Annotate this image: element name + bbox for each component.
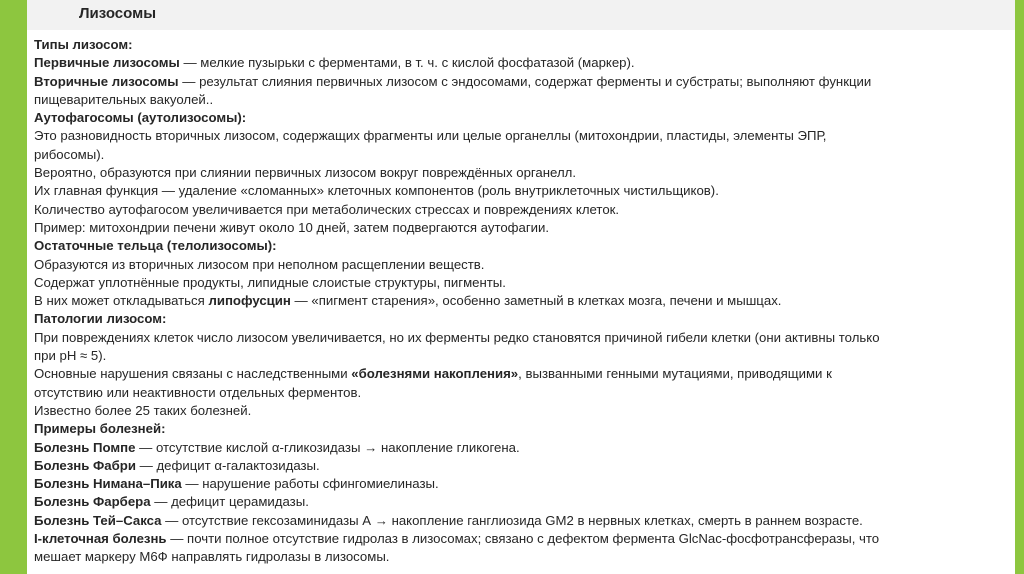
line-text: Основные нарушения связаны с наследственными	[34, 366, 352, 382]
text-line	[34, 127, 1006, 145]
text-line	[34, 91, 1006, 109]
line-bold: «болезнями накопления»	[351, 366, 519, 382]
text-line	[34, 347, 1006, 365]
text-line	[34, 548, 1006, 566]
line-text: При повреждениях клеток число лизосом увеличивается, но их ферменты редко становятся причиной гибели клетки (они активны только	[34, 329, 880, 345]
line-text: — мелкие пузырьки с ферментами, в т. ч. с кислой фосфатазой (маркер).	[179, 55, 635, 71]
line-text: Количество аутофагосом увеличивается при метаболических стрессах и повреждениях клеток.	[34, 201, 620, 217]
line-text: , вызванными генными мутациями, приводящими к	[518, 366, 832, 382]
text-line	[34, 54, 1006, 72]
text-line	[34, 530, 1006, 548]
text-line	[34, 402, 1006, 420]
text-line	[34, 329, 1006, 347]
line-bold: Патологии лизосом:	[34, 311, 167, 327]
text-line	[34, 73, 1006, 91]
line-text: — результат слияния первичных лизосом с эндосомами, содержат ферменты и субстраты; выполняют функции	[178, 73, 872, 89]
line-bold: Болезнь Помпе	[34, 439, 136, 455]
line-text: отсутствию или неактивности отдельных ферментов.	[34, 384, 362, 400]
line-text: — нарушение работы сфингомиелиназы.	[181, 476, 439, 492]
text-line	[34, 292, 1006, 310]
line-bold: Болезнь Фарбера	[34, 494, 151, 510]
line-text: Содержат уплотнённые продукты, липидные слоистые структуры, пигменты.	[34, 274, 506, 290]
line-text: Известно более 25 таких болезней.	[34, 402, 252, 418]
line-bold: Болезнь Фабри	[34, 457, 136, 473]
text-line	[34, 256, 1006, 274]
line-bold: Типы лизосом:	[34, 37, 133, 52]
text-line	[34, 384, 1006, 402]
line-bold: Вторичные лизосомы	[34, 73, 179, 89]
line-text: рибосомы).	[34, 146, 105, 162]
line-bold: Первичные лизосомы	[34, 55, 180, 71]
slide-title: Лизосомы	[79, 5, 157, 22]
text-line	[34, 512, 1006, 530]
text-line	[34, 274, 1006, 292]
line-text: — отсутствие кислой α-гликозидазы → накопление гликогена.	[135, 439, 520, 455]
line-text: — почти полное отсутствие гидролаз в лизосомах; связано с дефектом фермента GlcNac-фосфотрансферазы, что	[166, 531, 880, 547]
title-band	[27, 0, 1015, 30]
line-text: В них может откладываться	[34, 293, 209, 309]
text-line	[34, 109, 1006, 127]
text-line	[34, 237, 1006, 255]
line-text: пищеварительных вакуолей..	[34, 91, 214, 107]
text-line	[34, 182, 1006, 200]
line-text: Это разновидность вторичных лизосом, содержащих фрагменты или целые органеллы (митохондрии, пластиды, элементы ЭПР,	[34, 128, 827, 144]
line-bold: Аутофагосомы (аутолизосомы):	[34, 110, 247, 126]
line-text: Вероятно, образуются при слиянии первичных лизосом вокруг повреждённых органелл.	[34, 165, 576, 181]
line-bold: Болезнь Тей–Сакса	[34, 512, 162, 528]
accent-bar-left	[0, 0, 27, 574]
text-line	[34, 36, 1006, 54]
line-text: Образуются из вторичных лизосом при неполном расщеплении веществ.	[34, 256, 485, 272]
text-line	[34, 475, 1006, 493]
line-text: при pH ≈ 5).	[34, 348, 107, 364]
line-text: — дефицит α-галактозидазы.	[135, 457, 320, 473]
line-text: Пример: митохондрии печени живут около 10 дней, затем подвергаются аутофагии.	[34, 219, 550, 235]
line-bold: липофусцин	[208, 293, 291, 309]
text-line	[34, 219, 1006, 237]
text-line	[34, 201, 1006, 219]
line-text: — дефицит церамидазы.	[150, 494, 309, 510]
text-line	[34, 164, 1006, 182]
text-line	[34, 365, 1006, 383]
line-text: Их главная функция — удаление «сломанных» клеточных компонентов (роль внутриклеточных чистильщиков).	[34, 183, 719, 199]
text-line	[34, 310, 1006, 328]
accent-bar-right	[1015, 0, 1024, 574]
text-line	[34, 420, 1006, 438]
text-line	[34, 457, 1006, 475]
line-text: мешает маркеру М6Ф направлять гидролазы в лизосомы.	[34, 549, 390, 565]
text-line	[34, 493, 1006, 511]
line-bold: Примеры болезней:	[34, 421, 166, 437]
text-line	[34, 439, 1006, 457]
line-text: — «пигмент старения», особенно заметный в клетках мозга, печени и мышцах.	[290, 293, 782, 309]
line-text: — отсутствие гексозаминидазы А → накопление ганглиозида GM2 в нервных клетках, смерть в раннем возрасте.	[161, 512, 863, 528]
text-line	[34, 146, 1006, 164]
line-bold: Остаточные тельца (телолизосомы):	[34, 238, 277, 254]
content-body	[34, 36, 1006, 567]
line-bold: Болезнь Нимана–Пика	[34, 476, 182, 492]
line-bold: I-клеточная болезнь	[34, 531, 167, 547]
